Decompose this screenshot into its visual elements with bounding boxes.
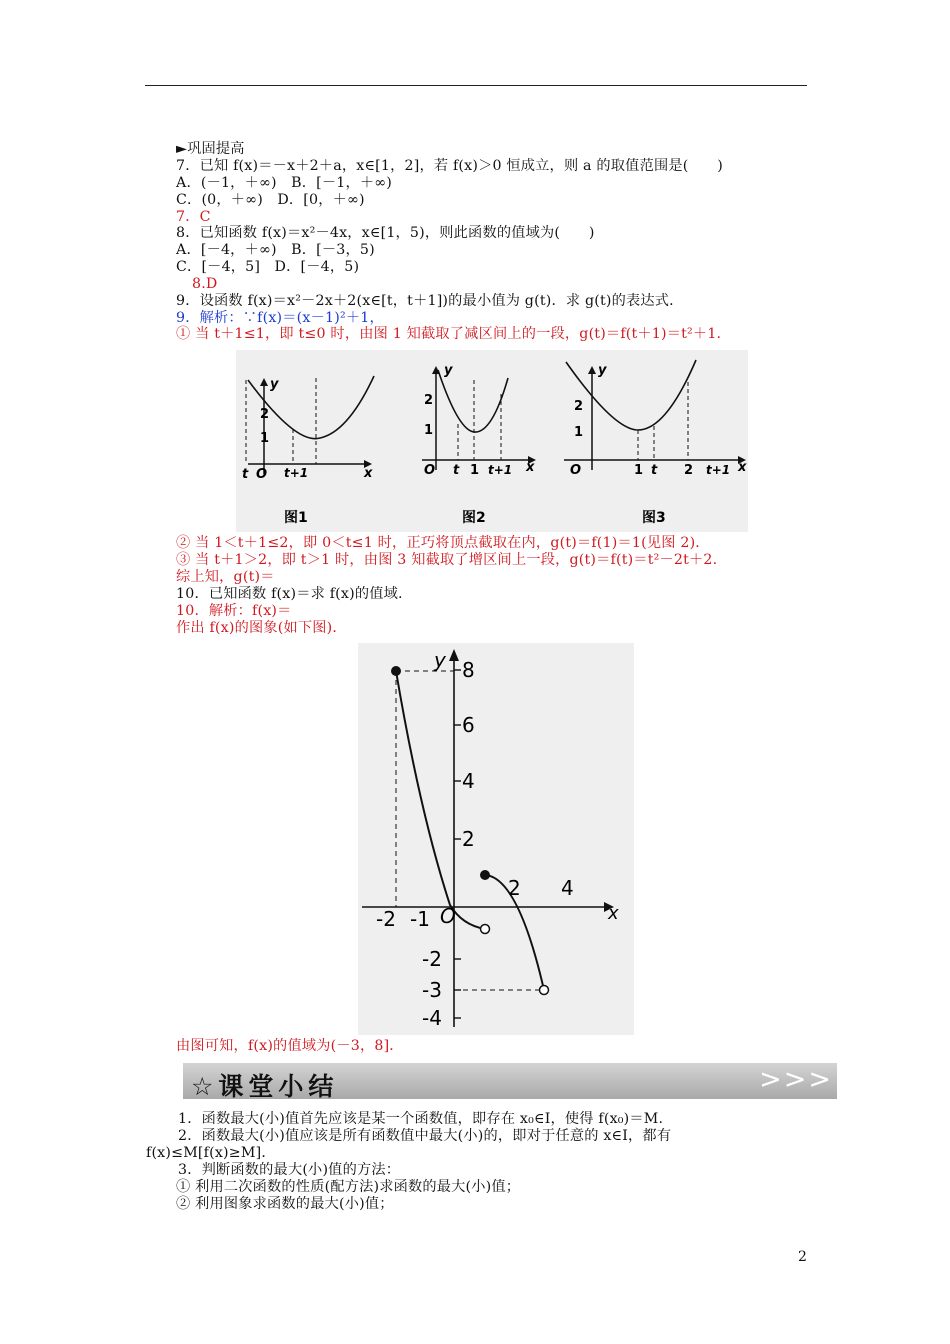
- fig3-tick-x-2: 2: [684, 463, 694, 478]
- summary-item-3: 3．判断函数的最大(小)值的方法：: [178, 1162, 401, 1178]
- q10-ytick-4: 4: [462, 769, 475, 793]
- q9-case2: ② 当 1＜t＋1≤2，即 0＜t≤1 时，正巧将顶点截取在内，g(t)＝f(1)＝1(见图 2)．: [176, 535, 710, 551]
- q10-conclusion: 由图可知，f(x)的值域为(－3，8]．: [176, 1038, 404, 1054]
- q9-figures: [236, 350, 748, 532]
- fig3-origin: O: [570, 463, 582, 478]
- fig2-tick-x-t: t: [453, 463, 460, 478]
- fig3-caption: 图3: [642, 510, 666, 526]
- q7-options-cd: C．(0，＋∞) D．[0，＋∞): [176, 192, 365, 208]
- q8-options-cd: C．[－4，5] D．[－4，5): [176, 259, 360, 275]
- q10-ytick-neg2: -2: [422, 947, 442, 971]
- q10-plot-note: 作出 f(x)的图象(如下图)．: [176, 620, 347, 636]
- q10-xtick-4: 4: [561, 876, 574, 900]
- q10-xtick-2: 2: [508, 876, 521, 900]
- fig1-origin: O: [256, 467, 268, 482]
- q7-options-ab: A．(－1，＋∞) B．[－1，＋∞): [176, 175, 392, 191]
- q10-ytick-neg4: -4: [422, 1006, 442, 1030]
- q10-x-label: x: [608, 903, 619, 924]
- q10-origin: O: [440, 904, 456, 928]
- fig3-tick-x-t: t: [651, 463, 658, 478]
- q8-answer: 8.D: [192, 276, 218, 292]
- fig1-tick-y-2: 2: [260, 407, 270, 422]
- fig2-tick-y-2: 2: [424, 393, 434, 408]
- fig1-caption: 图1: [284, 510, 308, 526]
- q9-case3: ③ 当 t＋1＞2，即 t＞1 时，由图 3 知截取了增区间上一段，g(t)＝f(t)＝t²－2t＋2.: [176, 552, 718, 568]
- q9-analysis: 9．解析：∵f(x)＝(x－1)²＋1，: [176, 310, 384, 326]
- page-number: 2: [798, 1249, 807, 1265]
- q8-stem: 8．已知函数 f(x)＝x²－4x，x∈[1，5)，则此函数的值域为( ): [176, 225, 595, 241]
- fig3-tick-y-2: 2: [574, 399, 584, 414]
- fig2-tick-x-t1: t+1: [488, 463, 513, 477]
- q7-answer: 7．C: [176, 209, 211, 225]
- q10-ytick-8: 8: [462, 658, 475, 682]
- fig1-tick-x-t: t: [242, 467, 249, 482]
- fig2-caption: 图2: [462, 510, 486, 526]
- banner-title: ☆课堂小结: [191, 1072, 339, 1101]
- q10-analysis: 10．解析：f(x)＝: [176, 603, 292, 619]
- fig1-tick-x-t1: t+1: [284, 466, 309, 480]
- fig3-tick-x-1: 1: [634, 463, 644, 478]
- fig3-tick-x-t1: t+1: [706, 463, 731, 477]
- fig1-tick-y-1: 1: [260, 431, 270, 446]
- fig2-tick-y-1: 1: [424, 423, 434, 438]
- q10-xtick-neg2: -2: [376, 907, 396, 931]
- section-title: ►巩固提高: [176, 141, 245, 157]
- fig1-x-label: x: [364, 466, 373, 481]
- q8-options-ab: A．[－4，＋∞) B．[－3，5): [176, 242, 375, 258]
- summary-item-1: 1．函数最大(小)值首先应该是某一个函数值，即存在 x₀∈I，使得 f(x₀)＝M.: [178, 1111, 664, 1127]
- fig3-x-label: x: [738, 460, 747, 475]
- header-rule: [145, 85, 807, 86]
- q9-case1: ① 当 t＋1≤1，即 t≤0 时，由图 1 知截取了减区间上的一段，g(t)＝f(t＋1)＝t²＋1.: [176, 326, 722, 342]
- summary-item-2b: f(x)≤M[f(x)≥M]．: [146, 1145, 276, 1161]
- q10-graph: [358, 643, 634, 1035]
- summary-item-2a: 2．函数最大(小)值应该是所有函数值中最大(小)的，即对于任意的 x∈I，都有: [178, 1128, 672, 1144]
- q9-summary: 综上知，g(t)＝: [176, 569, 275, 585]
- q10-y-label: y: [434, 648, 446, 672]
- q9-stem: 9．设函数 f(x)＝x²－2x＋2(x∈[t，t＋1])的最小值为 g(t)．求 g(t)的表达式．: [176, 293, 684, 309]
- fig2-y-label: y: [444, 363, 453, 378]
- summary-item-3-2: ② 利用图象求函数的最大(小)值；: [176, 1196, 394, 1212]
- q10-xtick-neg1: -1: [410, 907, 430, 931]
- q10-stem: 10．已知函数 f(x)＝求 f(x)的值域.: [176, 586, 403, 602]
- summary-item-3-1: ① 利用二次函数的性质(配方法)求函数的最大(小)值；: [176, 1179, 521, 1195]
- fig2-x-label: x: [526, 460, 535, 475]
- q10-ytick-6: 6: [462, 713, 475, 737]
- fig2-tick-x-1: 1: [470, 463, 480, 478]
- fig2-origin: O: [424, 463, 436, 478]
- fig1-y-label: y: [270, 377, 279, 392]
- fig3-y-label: y: [598, 363, 607, 378]
- q10-ytick-neg3: -3: [422, 978, 442, 1002]
- fig3-tick-y-1: 1: [574, 425, 584, 440]
- banner-arrows: >>>: [759, 1064, 833, 1095]
- q10-ytick-2: 2: [462, 827, 475, 851]
- q7-stem: 7．已知 f(x)＝－x＋2＋a，x∈[1，2]，若 f(x)＞0 恒成立，则 a 的取值范围是( ): [176, 158, 723, 174]
- summary-banner: [183, 1063, 837, 1099]
